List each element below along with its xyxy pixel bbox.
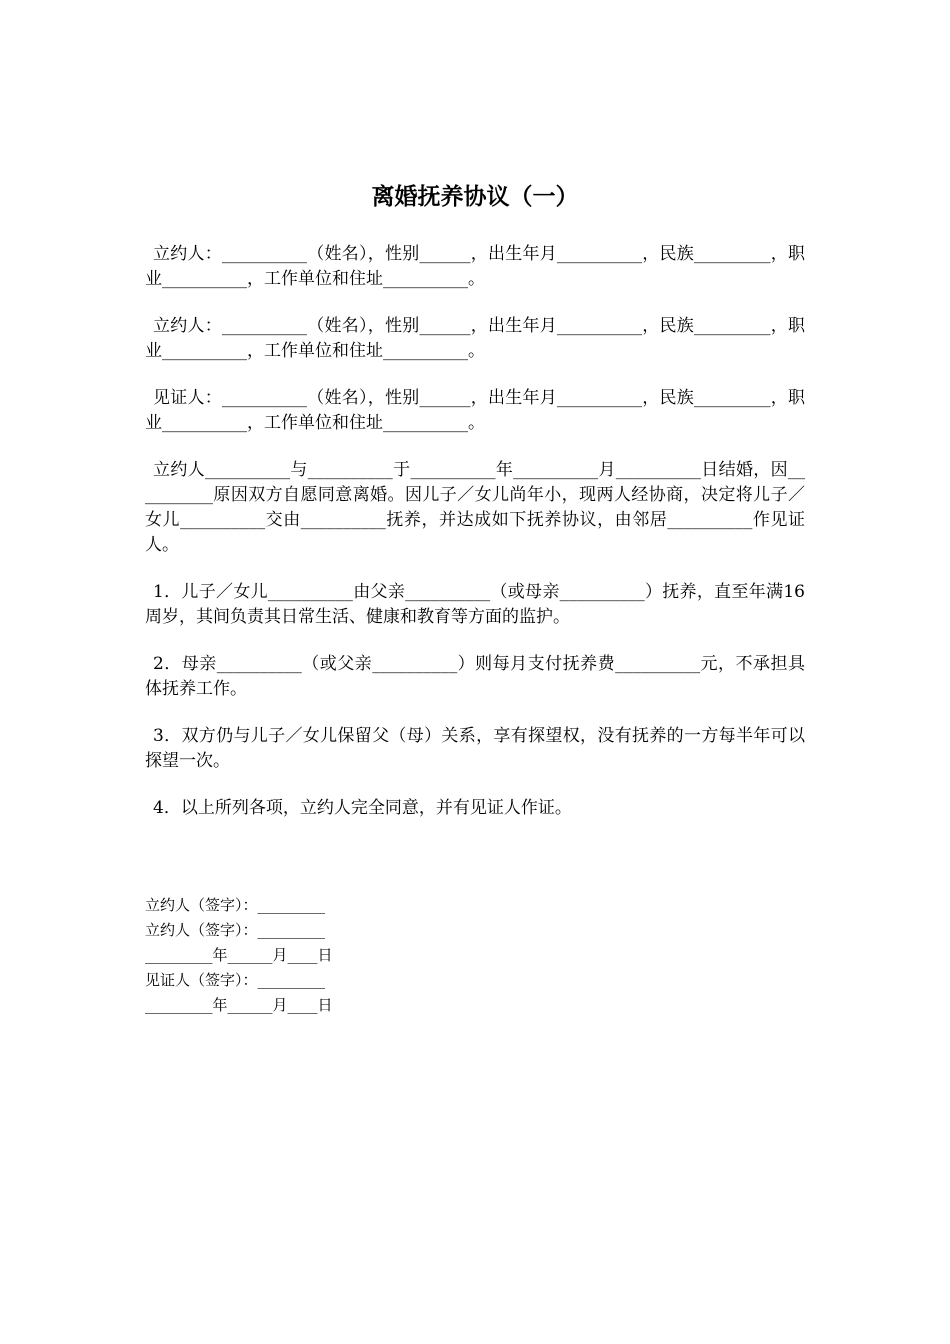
document-title: 离婚抚养协议（一） <box>371 183 579 210</box>
clause-4: 4．以上所列各项，立约人完全同意，并有见证人作证。 <box>153 798 572 818</box>
document-body <box>145 242 805 843</box>
party-b-info: 立约人：__________（姓名），性别______，出生年月__________，民族_________，职业__________，工作单位和住址__________。 <box>145 316 805 361</box>
party-sign-date: _________年______月____日 <box>145 946 333 964</box>
witness-signature: 见证人（签字）：_________ <box>145 971 326 989</box>
clause-2: 2．母亲__________（或父亲__________）则每月支付抚养费__________元，不承担具体抚养工作。 <box>145 654 805 699</box>
witness-info: 见证人：__________（姓名），性别______，出生年月__________，民族_________，职业__________，工作单位和住址__________。 <box>145 388 805 433</box>
clause-3: 3．双方仍与儿子／女儿保留父（母）关系，享有探望权，没有抚养的一方每半年可以探望一次。 <box>145 726 805 771</box>
agreement-preamble: 立约人__________与__________于__________年__________月__________日结婚，因__________原因双方自愿同意离婚。因儿子／女儿尚年小，现两人经协商，决定将儿子／女儿__________交由__________抚养，并达成如下抚养协议，由邻居__________作见证人。 <box>145 460 805 555</box>
party-b-signature: 立约人（签字）：_________ <box>145 921 326 939</box>
party-a-signature: 立约人（签字）：_________ <box>145 896 326 914</box>
party-a-info: 立约人：__________（姓名），性别______，出生年月__________，民族_________，职业__________，工作单位和住址__________。 <box>145 244 805 289</box>
clause-1: 1．儿子／女儿__________由父亲__________（或母亲__________）抚养，直至年满16周岁，其间负责其日常生活、健康和教育等方面的监护。 <box>145 582 805 627</box>
witness-sign-date: _________年______月____日 <box>145 996 333 1014</box>
signature-block <box>145 893 545 1018</box>
